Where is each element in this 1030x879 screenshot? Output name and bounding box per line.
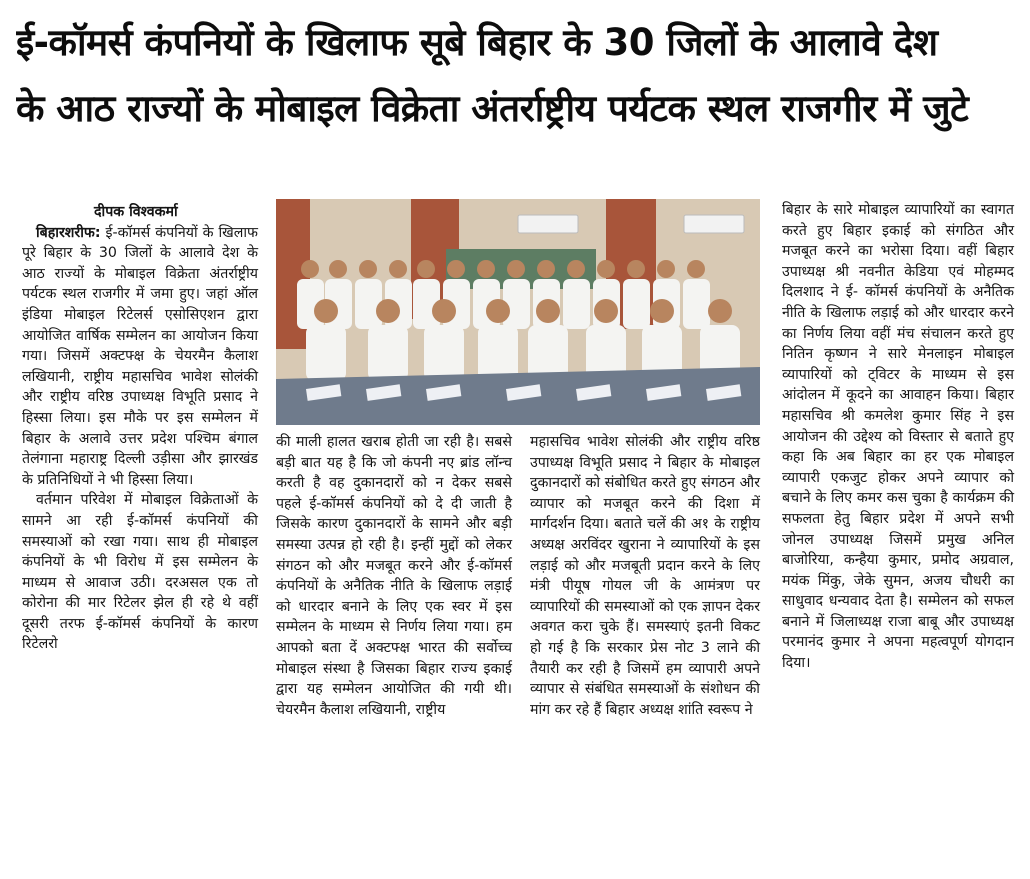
photo-person-back-row	[329, 260, 347, 278]
photo-person-back-row	[567, 260, 585, 278]
photo-person-front-row	[650, 299, 674, 323]
photo-air-conditioner	[518, 215, 578, 233]
paragraph-1-text: ई-कॉमर्स कंपनियों के खिलाफ पूरे बिहार के 30 जिलों के आलावे देश के आठ राज्यों के मोबाइल विक्रेता अंतर्राष्ट्रीय पर्यटक स्थल राजगीर में जमा हुए। जहां ऑल इंडिया मोबाइल रिटेलर्स एसोसिएशन द्वारा आयोजित वार्षिक सम्मेलन का आयोजन किया गया। जिसमें अक्टफ्क्ष के चेयरमैन कैलाश लखियानी, राष्ट्रीय महासचिव भावेश सोलंकी और राष्ट्रीय वरिष्ठ उपाध्यक्ष विभूति प्रसाद ने हिस्सा लिया। इस मौके पर इस सम्मेलन में बिहार के अलावे उत्तर प्रदेश पश्चिम बंगाल तेलंगाना महाराष्ट्र दिल्ली उड़ीसा और झारखंड के प्रतिनिधियों ने भी हिस्सा लिया।	[22, 224, 258, 488]
group-photo	[276, 199, 760, 425]
photo-person-back-row	[389, 260, 407, 278]
photo-air-conditioner	[684, 215, 744, 233]
article-column-1	[22, 202, 258, 655]
headline	[16, 10, 1016, 142]
photo-person-front-row	[314, 299, 338, 323]
group-photo-image	[276, 199, 760, 425]
byline: दीपक विश्वकर्मा	[94, 204, 178, 220]
paragraph-4: महासचिव भावेश सोलंकी और राष्ट्रीय वरिष्ठ उपाध्यक्ष विभूति प्रसाद ने बिहार के मोबाइल दुकानदारों को संबोधित करते हुए संगठन और व्यापार को मजबूत करने की दिशा में मार्गदर्शन दिया। बताते चलें की अ१ के राष्ट्रीय अध्यक्ष अरविंदर खुराना ने व्यापारियों के इस लड़ाई को और मजबूती प्रदान करने के लिए मंत्री पीयूष गोयल जी के आमंत्रण पर व्यापारियों की समस्याओं को एक ज्ञापन देकर अवगत करा चुके हैं। समस्याएं इतनी विकट हो गई है कि सरकार प्रेस नोट 3 लाने की तैयारी कर रही है जिसमें हम व्यापारी अपने व्यापार से संबंधित समस्याओं के संशोधन की मांग कर रहे हैं बिहार अध्यक्ष शांति स्वरूप ने	[530, 434, 760, 718]
photo-person-back-row	[417, 260, 435, 278]
photo-person-front-row	[432, 299, 456, 323]
photo-person-front-row	[478, 325, 518, 381]
photo-person-front-row	[536, 299, 560, 323]
photo-person-back-row	[537, 260, 555, 278]
photo-person-front-row	[594, 299, 618, 323]
photo-person-back-row	[623, 279, 650, 329]
headline-line-2: के आठ राज्यों के मोबाइल विक्रेता अंतर्राष्ट्रीय पर्यटक स्थल राजगीर में जुटे	[16, 87, 969, 130]
photo-person-front-row	[376, 299, 400, 323]
photo-person-back-row	[627, 260, 645, 278]
article-column-4	[782, 200, 1014, 674]
dateline: बिहारशरीफ:	[36, 224, 101, 241]
photo-person-front-row	[368, 325, 408, 381]
paragraph-3: की माली हालत खराब होती जा रही है। सबसे बड़ी बात यह है कि जो कंपनी नए ब्रांड लॉन्च करती है वह दुकानदारों को न देकर सबसे पहले ई-कॉमर्स कंपनियों को दे दी जाती है जिसके कारण दुकानदारों के सामने और बड़ी समस्या उत्पन्न हो रही है। इन्हीं मुद्दों को लेकर संगठन को और मजबूत करने और ई-कॉमर्स कंपनियों के अनैतिक नीति के खिलाफ लड़ाई को धारदार बनाने के लिए एक स्वर में इस सम्मेलन के माध्यम से निर्णय लिया गया। हम आपको बता दें अक्टफ्क्ष भारत की सर्वोच्च मोबाइल संस्था है जिसका बिहार राज्य इकाई द्वारा यह सम्मेलन आयोजित की गयी थी। चेयरमैन कैलाश लखियानी, राष्ट्रीय	[276, 434, 512, 718]
photo-person-back-row	[687, 260, 705, 278]
article-column-3	[530, 432, 760, 720]
photo-person-back-row	[563, 279, 590, 329]
paragraph-1	[22, 223, 258, 491]
paragraph-2: वर्तमान परिवेश में मोबाइल विक्रेताओं के सामने आ रही ई-कॉमर्स कंपनियों की समस्याओं को रखा गया। साथ ही मोबाइल कंपनियों के भी विरोध में इस सम्मेलन के माध्यम से आवाज उठी। दरअसल एक तो कोरोना की मार रिटेलर झेल ही रहे थे वहीं दूसरी तरफ ई-कॉमर्स कंपनियों के कारण रिटेलरो	[22, 492, 258, 653]
article-column-2	[276, 432, 512, 720]
photo-person-back-row	[597, 260, 615, 278]
photo-person-front-row	[306, 325, 346, 381]
photo-person-back-row	[683, 279, 710, 329]
photo-person-front-row	[486, 299, 510, 323]
headline-line-1: ई-कॉमर्स कंपनियों के खिलाफ सूबे बिहार के 30 जिलों के आलावे देश	[16, 21, 938, 64]
photo-person-back-row	[477, 260, 495, 278]
photo-person-back-row	[355, 279, 382, 329]
photo-person-back-row	[301, 260, 319, 278]
photo-person-back-row	[507, 260, 525, 278]
photo-person-front-row	[708, 299, 732, 323]
paragraph-5: बिहार के सारे मोबाइल व्यापारियों का स्वागत करते हुए बिहार इकाई को संगठित और मजबूत करने का भरोसा दिया। वहीं बिहार उपाध्यक्ष श्री नवनीत केडिया एवं मोहम्मद दिलशाद ने ई- कॉमर्स कंपनियों के अनैतिक नीति के खिलाफ लड़ाई को और धारदार करने का निर्णय लिया वहीं मंच संचालन करते हुए नितिन कृष्णन ने सारे मेनलाइन मोबाइल व्यापारियों को ट्विटर के माध्यम से इस आंदोलन में कूदने का आवाहन किया। बिहार महासचिव श्री कमलेश कुमार सिंह ने इस आयोजन की उद्देश्य को विस्तार से बताते हुए कहा कि अब बिहार का हर एक मोबाइल व्यापारी एकजुट होकर अपने व्यापार को बचाने के लिए कमर कस चुका है कार्यक्रम की सफलता हेतु बिहार प्रदेश में अपने सभी जोनल उपाध्यक्ष जिसमें प्रमुख अनिल बाजोरिया, कन्हैया कुमार, प्रमोद अग्रवाल, मयंक मिंकु, जेके सुमन, अजय चौधरी का साधुवाद धन्यवाद देता है। सम्मेलन को सफल बनाने में जिलाध्यक्ष राजा बाबू और उपाध्यक्ष परमानंद कुमार ने अपना महत्वपूर्ण योगदान दिया।	[782, 202, 1014, 672]
photo-person-back-row	[359, 260, 377, 278]
photo-person-back-row	[447, 260, 465, 278]
photo-person-back-row	[657, 260, 675, 278]
photo-person-front-row	[424, 325, 464, 381]
